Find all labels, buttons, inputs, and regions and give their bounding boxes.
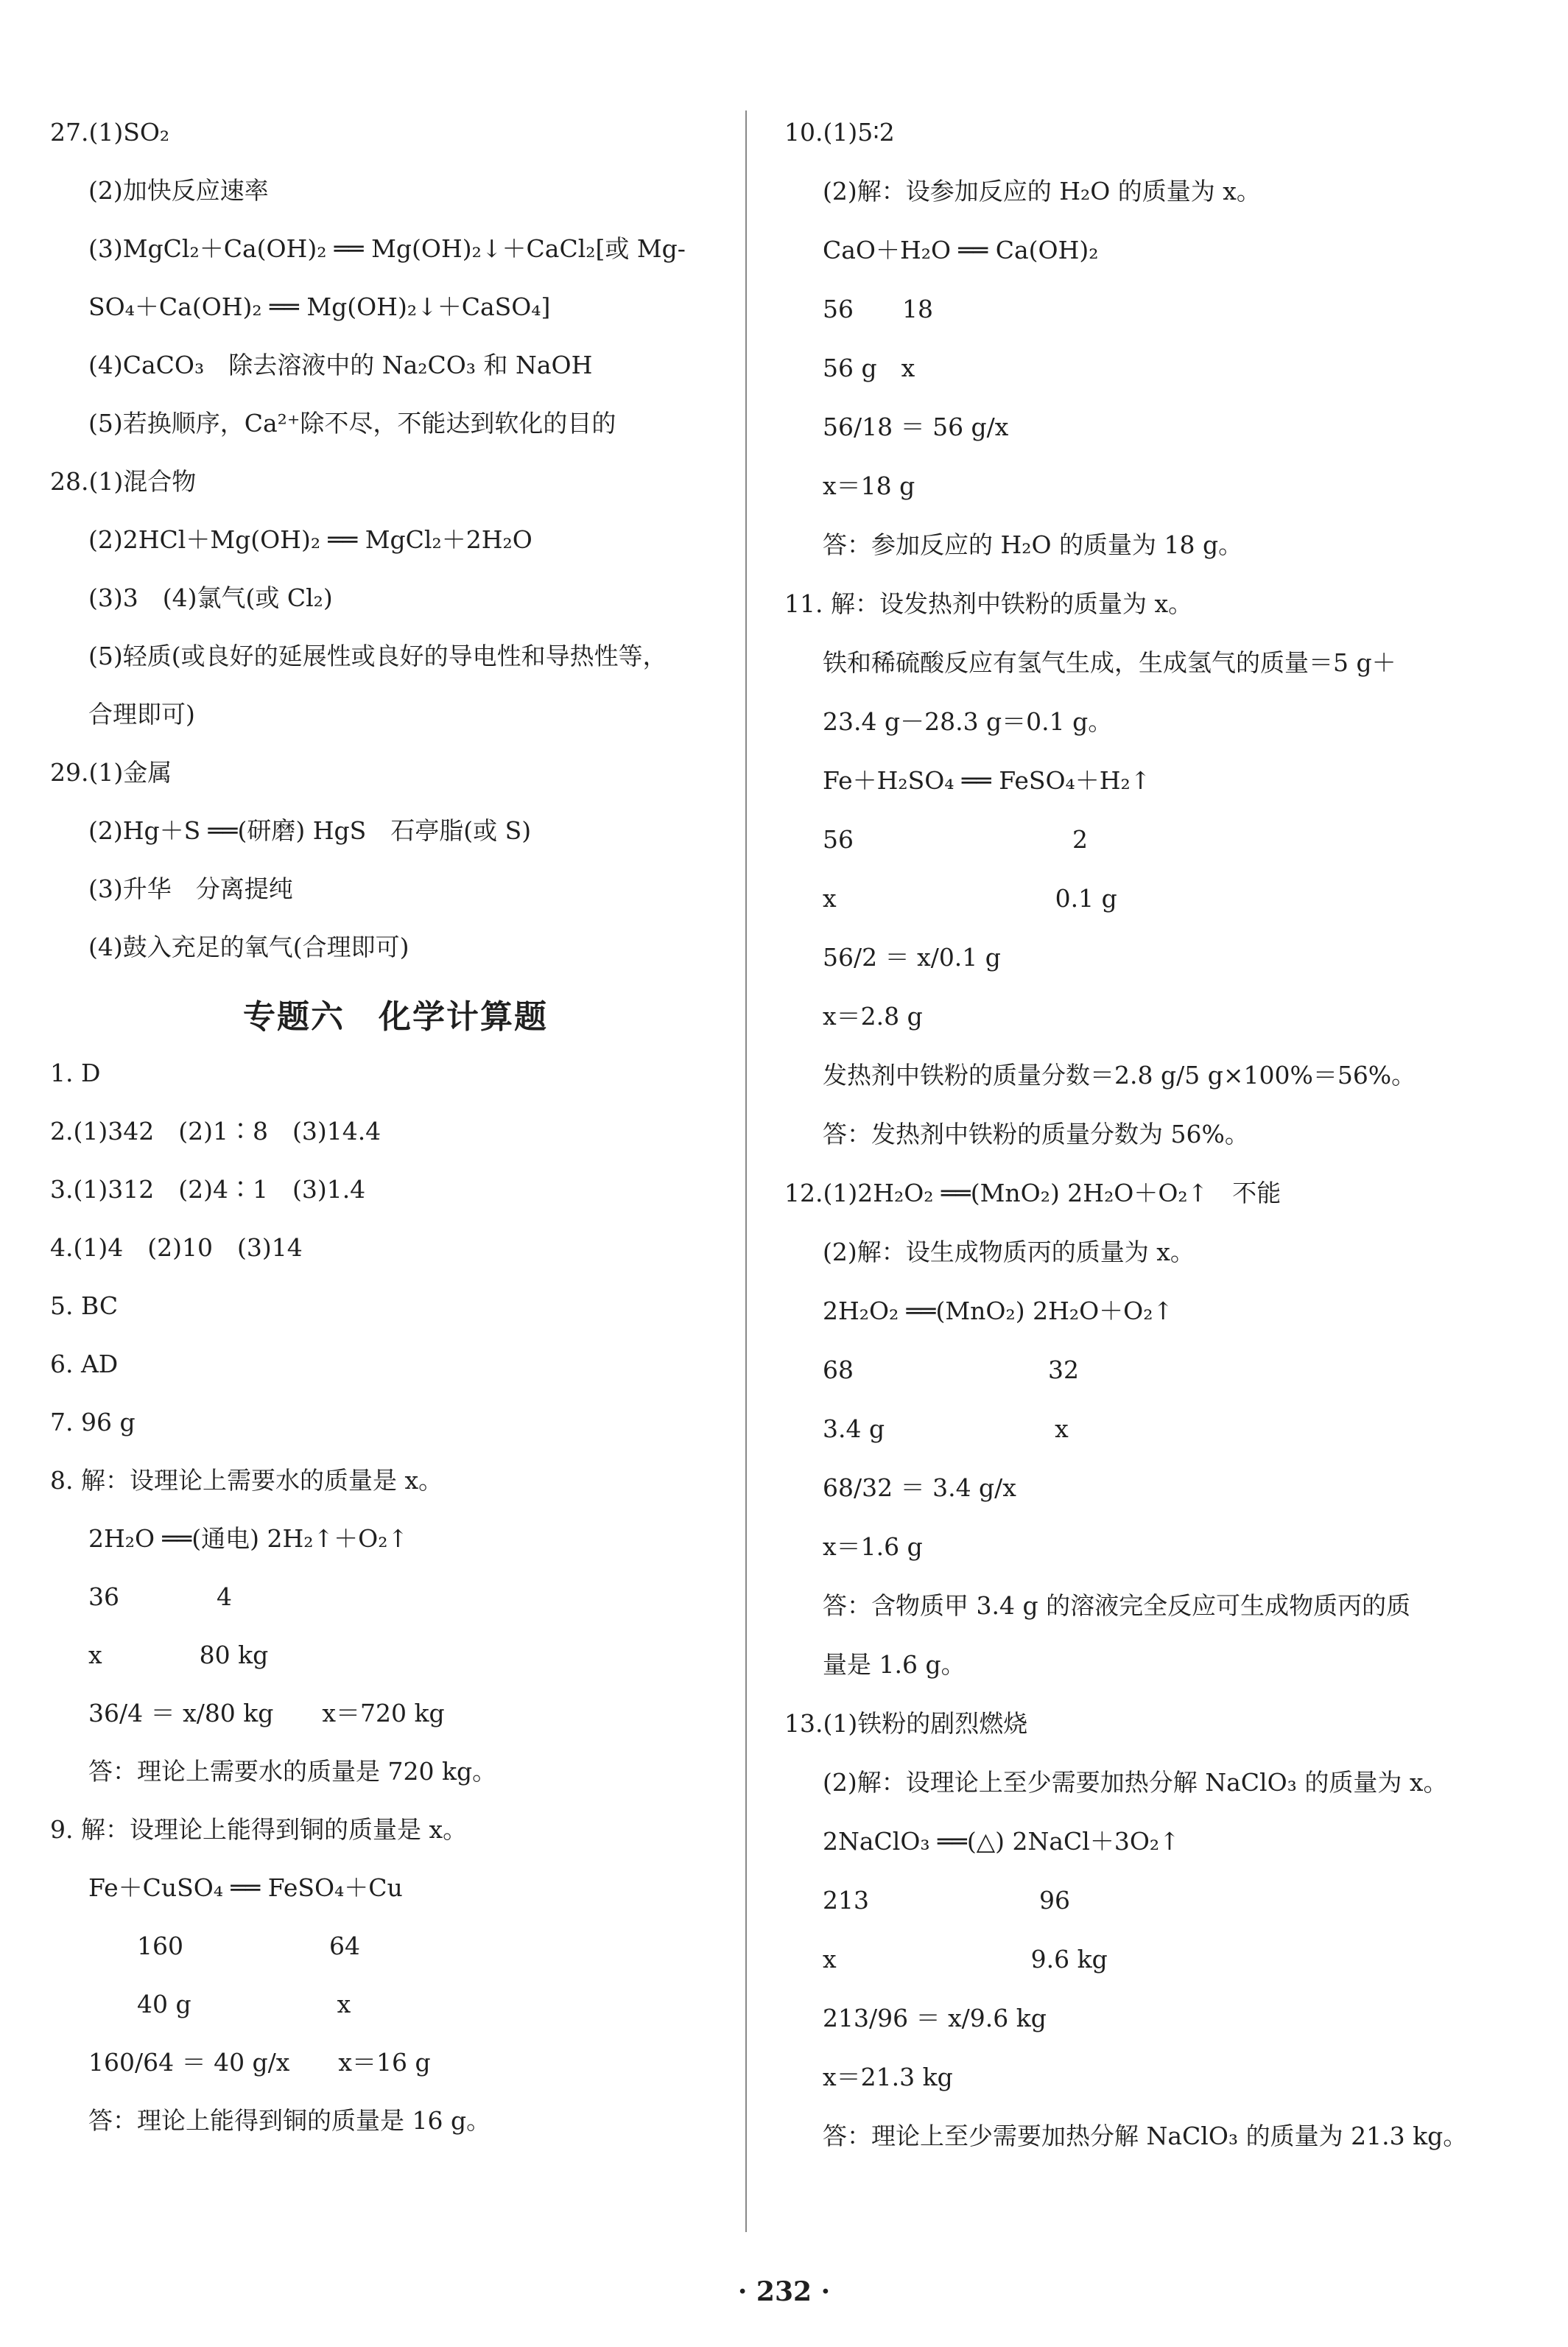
answer-line: (2)Hg＋S ══(研磨) HgS 石亭脂(或 S) (88, 816, 532, 845)
answer-line: 40 g x (88, 1990, 351, 2018)
answer-line: 2H₂O₂ ══(MnO₂) 2H₂O＋O₂↑ (823, 1297, 1174, 1325)
page-number: · 232 · (737, 2276, 831, 2307)
answer-line: 11. 解：设发热剂中铁粉的质量为 x。 (784, 589, 1193, 618)
answer-line: (2)解：设参加反应的 H₂O 的质量为 x。 (823, 177, 1261, 206)
answer-line: (2)解：设理论上至少需要加热分解 NaClO₃ 的质量为 x。 (823, 1768, 1448, 1797)
answer-line: 2.(1)342 (2)1∶8 (3)14.4 (50, 1117, 382, 1146)
answer-line: 68 32 (823, 1355, 1079, 1384)
answer-line: 68/32 ＝ 3.4 g/x (823, 1473, 1016, 1502)
section-heading: 专题六 化学计算题 (243, 998, 548, 1036)
answer-line: 2H₂O ══(通电) 2H₂↑＋O₂↑ (88, 1524, 409, 1553)
answer-line: x＝21.3 kg (823, 2063, 953, 2091)
answer-line: 36/4 ＝ x/80 kg x＝720 kg (88, 1699, 445, 1727)
answer-line: 答：理论上能得到铜的质量是 16 g。 (88, 2106, 491, 2135)
answer-line: 6. AD (50, 1350, 119, 1378)
answer-line: x＝2.8 g (823, 1002, 923, 1031)
answer-line: 3.(1)312 (2)4∶1 (3)1.4 (50, 1175, 366, 1204)
answer-line: 56/18 ＝ 56 g/x (823, 413, 1009, 441)
answer-line: x 80 kg (88, 1641, 269, 1669)
answer-line: 10.(1)5∶2 (784, 118, 895, 147)
answer-line: (3)升华 分离提纯 (88, 874, 293, 903)
answer-line: 28.(1)混合物 (50, 467, 197, 496)
answer-line: 量是 1.6 g。 (823, 1650, 966, 1679)
answer-line: 答：含物质甲 3.4 g 的溶液完全反应可生成物质丙的质 (823, 1591, 1411, 1620)
answer-line: (2)2HCl＋Mg(OH)₂ ══ MgCl₂＋2H₂O (88, 525, 532, 554)
answer-line: (3)MgCl₂＋Ca(OH)₂ ══ Mg(OH)₂↓＋CaCl₂[或 Mg- (88, 234, 686, 263)
answer-line: 56/2 ＝ x/0.1 g (823, 943, 1001, 972)
answer-line: 7. 96 g (50, 1408, 136, 1436)
answer-line: 56 2 (823, 825, 1088, 854)
answer-line: (2)加快反应速率 (88, 176, 269, 205)
answer-line: SO₄＋Ca(OH)₂ ══ Mg(OH)₂↓＋CaSO₄] (88, 292, 551, 321)
answer-line: 9. 解：设理论上能得到铜的质量是 x。 (50, 1815, 468, 1844)
answer-line: Fe＋CuSO₄ ══ FeSO₄＋Cu (88, 1873, 403, 1902)
answer-line: (4)鼓入充足的氧气(合理即可) (88, 933, 409, 961)
answer-line: 4.(1)4 (2)10 (3)14 (50, 1233, 303, 1262)
answer-line: 213/96 ＝ x/9.6 kg (823, 2004, 1047, 2032)
answer-line: 3.4 g x (823, 1414, 1069, 1443)
answer-line: 13.(1)铁粉的剧烈燃烧 (784, 1709, 1028, 1738)
answer-line: (4)CaCO₃ 除去溶液中的 Na₂CO₃ 和 NaOH (88, 351, 593, 379)
answer-line: 213 96 (823, 1886, 1070, 1915)
answer-line: x 9.6 kg (823, 1945, 1108, 1974)
answer-line: 29.(1)金属 (50, 758, 172, 787)
answer-line: 160/64 ＝ 40 g/x x＝16 g (88, 2048, 431, 2077)
answer-line: (5)轻质(或良好的延展性或良好的导电性和导热性等， (88, 642, 667, 670)
answer-line: 2NaClO₃ ══(△) 2NaCl＋3O₂↑ (823, 1827, 1180, 1856)
answer-line: CaO＋H₂O ══ Ca(OH)₂ (823, 236, 1099, 264)
answer-line: 发热剂中铁粉的质量分数＝2.8 g/5 g×100%＝56%。 (823, 1061, 1416, 1090)
answer-line: 36 4 (88, 1582, 232, 1611)
answer-line: 12.(1)2H₂O₂ ══(MnO₂) 2H₂O＋O₂↑ 不能 (784, 1179, 1282, 1207)
answer-line: 56 g x (823, 354, 915, 382)
column-divider (745, 110, 747, 2232)
answer-line: 1. D (50, 1059, 101, 1087)
answer-line: (2)解：设生成物质丙的质量为 x。 (823, 1238, 1195, 1266)
answer-line: 56 18 (823, 295, 933, 323)
answer-line: 160 64 (88, 1932, 360, 1960)
answer-line: 8. 解：设理论上需要水的质量是 x。 (50, 1466, 443, 1495)
answer-line: x 0.1 g (823, 884, 1117, 913)
answer-line: Fe＋H₂SO₄ ══ FeSO₄＋H₂↑ (823, 766, 1151, 795)
answer-line: x＝1.6 g (823, 1532, 923, 1561)
answer-line: 5. BC (50, 1291, 119, 1320)
answer-line: 答：理论上至少需要加热分解 NaClO₃ 的质量为 21.3 kg。 (823, 2122, 1468, 2150)
answer-line: 27.(1)SO₂ (50, 118, 170, 147)
answer-line: x＝18 g (823, 471, 915, 500)
answer-line: 答：发热剂中铁粉的质量分数为 56%。 (823, 1120, 1249, 1148)
answer-line: (3)3 (4)氯气(或 Cl₂) (88, 583, 333, 612)
answer-line: 铁和稀硫酸反应有氢气生成，生成氢气的质量＝5 g＋ (823, 648, 1396, 677)
answer-line: 23.4 g－28.3 g＝0.1 g。 (823, 707, 1113, 736)
answer-line: (5)若换顺序，Ca²⁺除不尽，不能达到软化的目的 (88, 409, 616, 438)
answer-line: 答：理论上需要水的质量是 720 kg。 (88, 1757, 497, 1786)
answer-line: 合理即可) (88, 700, 195, 729)
answer-line: 答：参加反应的 H₂O 的质量为 18 g。 (823, 530, 1243, 559)
